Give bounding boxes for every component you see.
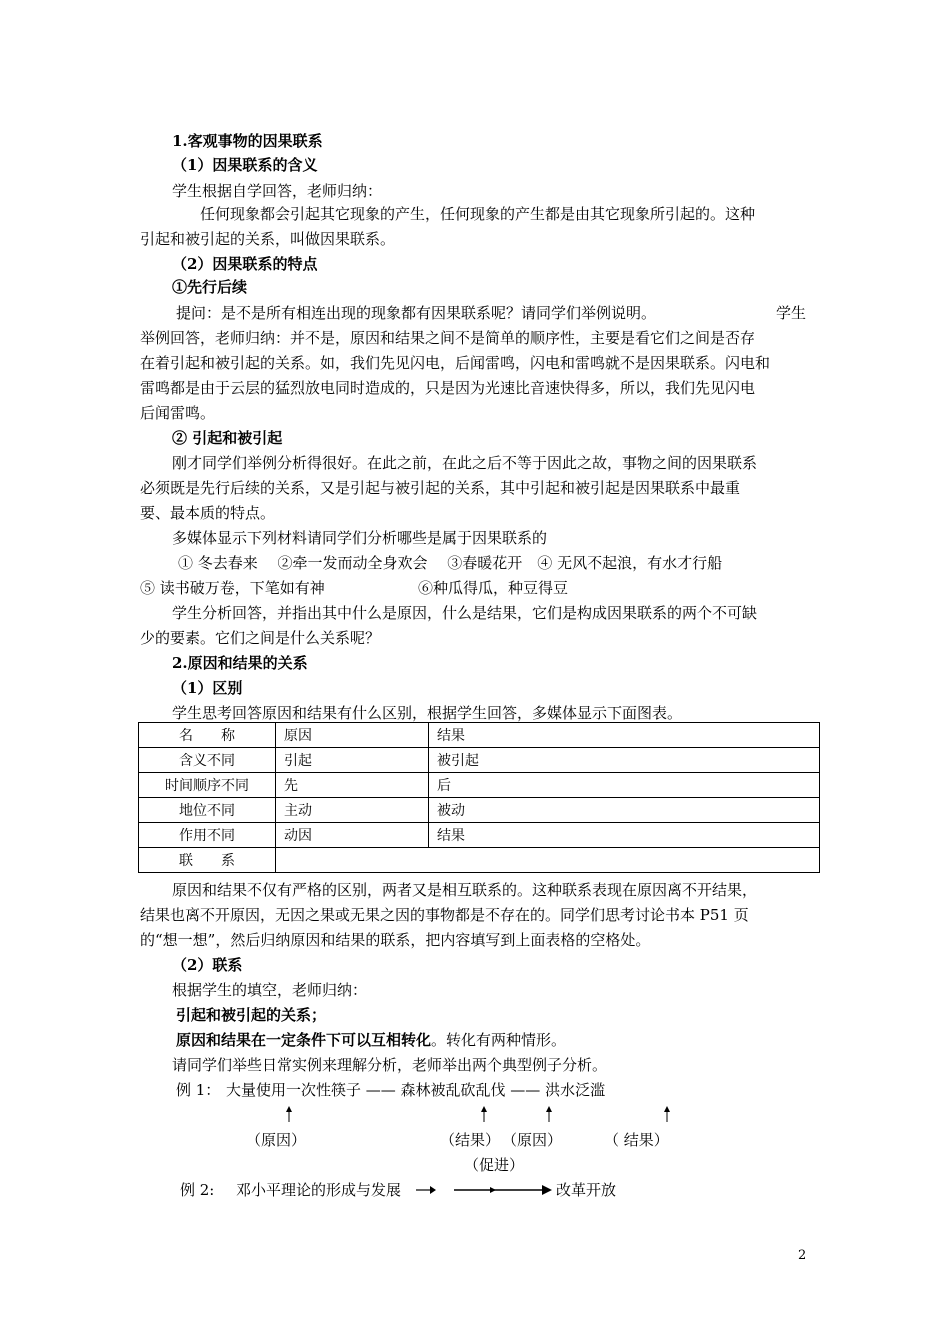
example-1-chain: 大量使用一次性筷子 —— 森林被乱砍乱伐 —— 洪水泛滥 xyxy=(226,1081,606,1099)
arrow-up-icon xyxy=(544,1106,554,1122)
example-2-target: 改革开放 xyxy=(556,1181,617,1199)
paragraph: 必须既是先行后续的关系，又是引起与被引起的关系，其中引起和被引起是因果联系中最重 xyxy=(140,479,741,497)
arrow-up-icon xyxy=(479,1106,489,1122)
list-item: ⑥种瓜得瓜，种豆得豆 xyxy=(418,579,569,597)
table-cell: 含义不同 xyxy=(139,748,276,773)
paragraph: 雷鸣都是由于云层的猛烈放电同时造成的，只是因为光速比音速快得多，所以，我们先见闪电 xyxy=(140,379,756,397)
paragraph: 后闻雷鸣。 xyxy=(140,404,216,422)
heading-1-2-2: ② 引起和被引起 xyxy=(172,429,283,447)
paragraph: 举例回答，老师归纳：并不是，原因和结果之间不是简单的顺序性，主要是看它们之间是否存 xyxy=(140,329,756,347)
table-cell: 联 系 xyxy=(139,848,276,873)
table-cell: 主动 xyxy=(276,798,429,823)
table-cell: 名 称 xyxy=(139,723,276,748)
paragraph: 学生分析回答，并指出其中什么是原因，什么是结果，它们是构成因果联系的两个不可缺 xyxy=(172,604,758,622)
table-cell: 结果 xyxy=(429,723,820,748)
table-cell: 结果 xyxy=(429,823,820,848)
table-cell: 后 xyxy=(429,773,820,798)
effect-label: （结果） xyxy=(440,1131,501,1149)
right-arrow-icon xyxy=(416,1184,552,1196)
example-2-label: 例 2: xyxy=(180,1181,215,1199)
example-1-label: 例 1： xyxy=(176,1081,221,1099)
cause-label: （原因） xyxy=(246,1131,307,1149)
paragraph: 根据学生的填空，老师归纳： xyxy=(172,981,368,999)
paragraph: 原因和结果不仅有严格的区别，两者又是相互联系的。这种联系表现在原因离不开结果， xyxy=(172,881,758,899)
effect-label: （ 结果） xyxy=(604,1131,669,1149)
paragraph: 学生 xyxy=(776,304,807,322)
list-item: ⑤ 读书破万卷，下笔如有神 xyxy=(140,579,325,597)
text: 。转化有两种情形。 xyxy=(431,1031,567,1049)
table-cell: 被动 xyxy=(429,798,820,823)
table-cell: 动因 xyxy=(276,823,429,848)
heading-2-2: （2）联系 xyxy=(172,956,243,974)
table-row xyxy=(139,723,820,748)
table-row xyxy=(139,823,820,848)
paragraph: 提问：是不是所有相连出现的现象都有因果联系呢？请同学们举例说明。 xyxy=(176,304,657,322)
table-row xyxy=(139,848,820,873)
list-item: ① 冬去春来 ②牵一发而动全身欢会 ③春暖花开 ④ 无风不起浪，有水才行船 xyxy=(178,554,723,572)
table-row xyxy=(139,748,820,773)
table-row xyxy=(139,773,820,798)
table-cell: 地位不同 xyxy=(139,798,276,823)
heading-1: 1.客观事物的因果联系 xyxy=(172,132,323,150)
paragraph: 结果也离不开原因，无因之果或无果之因的事物都是不存在的。同学们思考讨论书本 P51 页 xyxy=(140,906,749,924)
paragraph: 引起和被引起的关系，叫做因果联系。 xyxy=(140,230,396,248)
table-cell: 作用不同 xyxy=(139,823,276,848)
paragraph: 刚才同学们举例分析得很好。在此之前，在此之后不等于因此之故，事物之间的因果联系 xyxy=(172,454,758,472)
paragraph: 学生思考回答原因和结果有什么区别，根据学生回答，多媒体显示下面图表。 xyxy=(172,704,683,722)
cause-label: （原因） xyxy=(502,1131,563,1149)
table-cell: 原因 xyxy=(276,723,429,748)
emphasis: 原因和结果在一定条件下可以互相转化 xyxy=(176,1031,432,1049)
heading-1-2: （2）因果联系的特点 xyxy=(172,255,318,273)
table-cell: 被引起 xyxy=(429,748,820,773)
paragraph: 多媒体显示下列材料请同学们分析哪些是属于因果联系的 xyxy=(172,529,548,547)
paragraph-bold: 引起和被引起的关系； xyxy=(176,1006,327,1024)
paragraph: 任何现象都会引起其它现象的产生，任何现象的产生都是由其它现象所引起的。这种 xyxy=(200,205,756,223)
promote-label: （促进） xyxy=(464,1156,525,1174)
table-cell-empty xyxy=(276,848,820,873)
table-cell: 先 xyxy=(276,773,429,798)
paragraph: 要、最本质的特点。 xyxy=(140,504,276,522)
comparison-table xyxy=(138,722,820,873)
paragraph: 请同学们举些日常实例来理解分析，老师举出两个典型例子分析。 xyxy=(172,1056,608,1074)
heading-1-2-1: ①先行后续 xyxy=(172,278,248,296)
heading-2-1: （1）区别 xyxy=(172,679,243,697)
paragraph: 学生根据自学回答，老师归纳： xyxy=(172,182,383,200)
paragraph xyxy=(176,1030,566,1050)
page-number: 2 xyxy=(798,1248,807,1263)
table-cell: 时间顺序不同 xyxy=(139,773,276,798)
arrow-up-icon xyxy=(662,1106,672,1122)
table-row xyxy=(139,798,820,823)
paragraph: 少的要素。它们之间是什么关系呢？ xyxy=(140,629,381,647)
heading-2: 2.原因和结果的关系 xyxy=(172,654,308,672)
example-2-source: 邓小平理论的形成与发展 xyxy=(236,1181,402,1199)
table-cell: 引起 xyxy=(276,748,429,773)
arrow-up-icon xyxy=(284,1106,294,1122)
paragraph: 的“想一想”，然后归纳原因和结果的联系，把内容填写到上面表格的空格处。 xyxy=(140,931,651,949)
paragraph: 在着引起和被引起的关系。如，我们先见闪电，后闻雷鸣，闪电和雷鸣就不是因果联系。闪电和 xyxy=(140,354,771,372)
heading-1-1: （1）因果联系的含义 xyxy=(172,156,318,174)
